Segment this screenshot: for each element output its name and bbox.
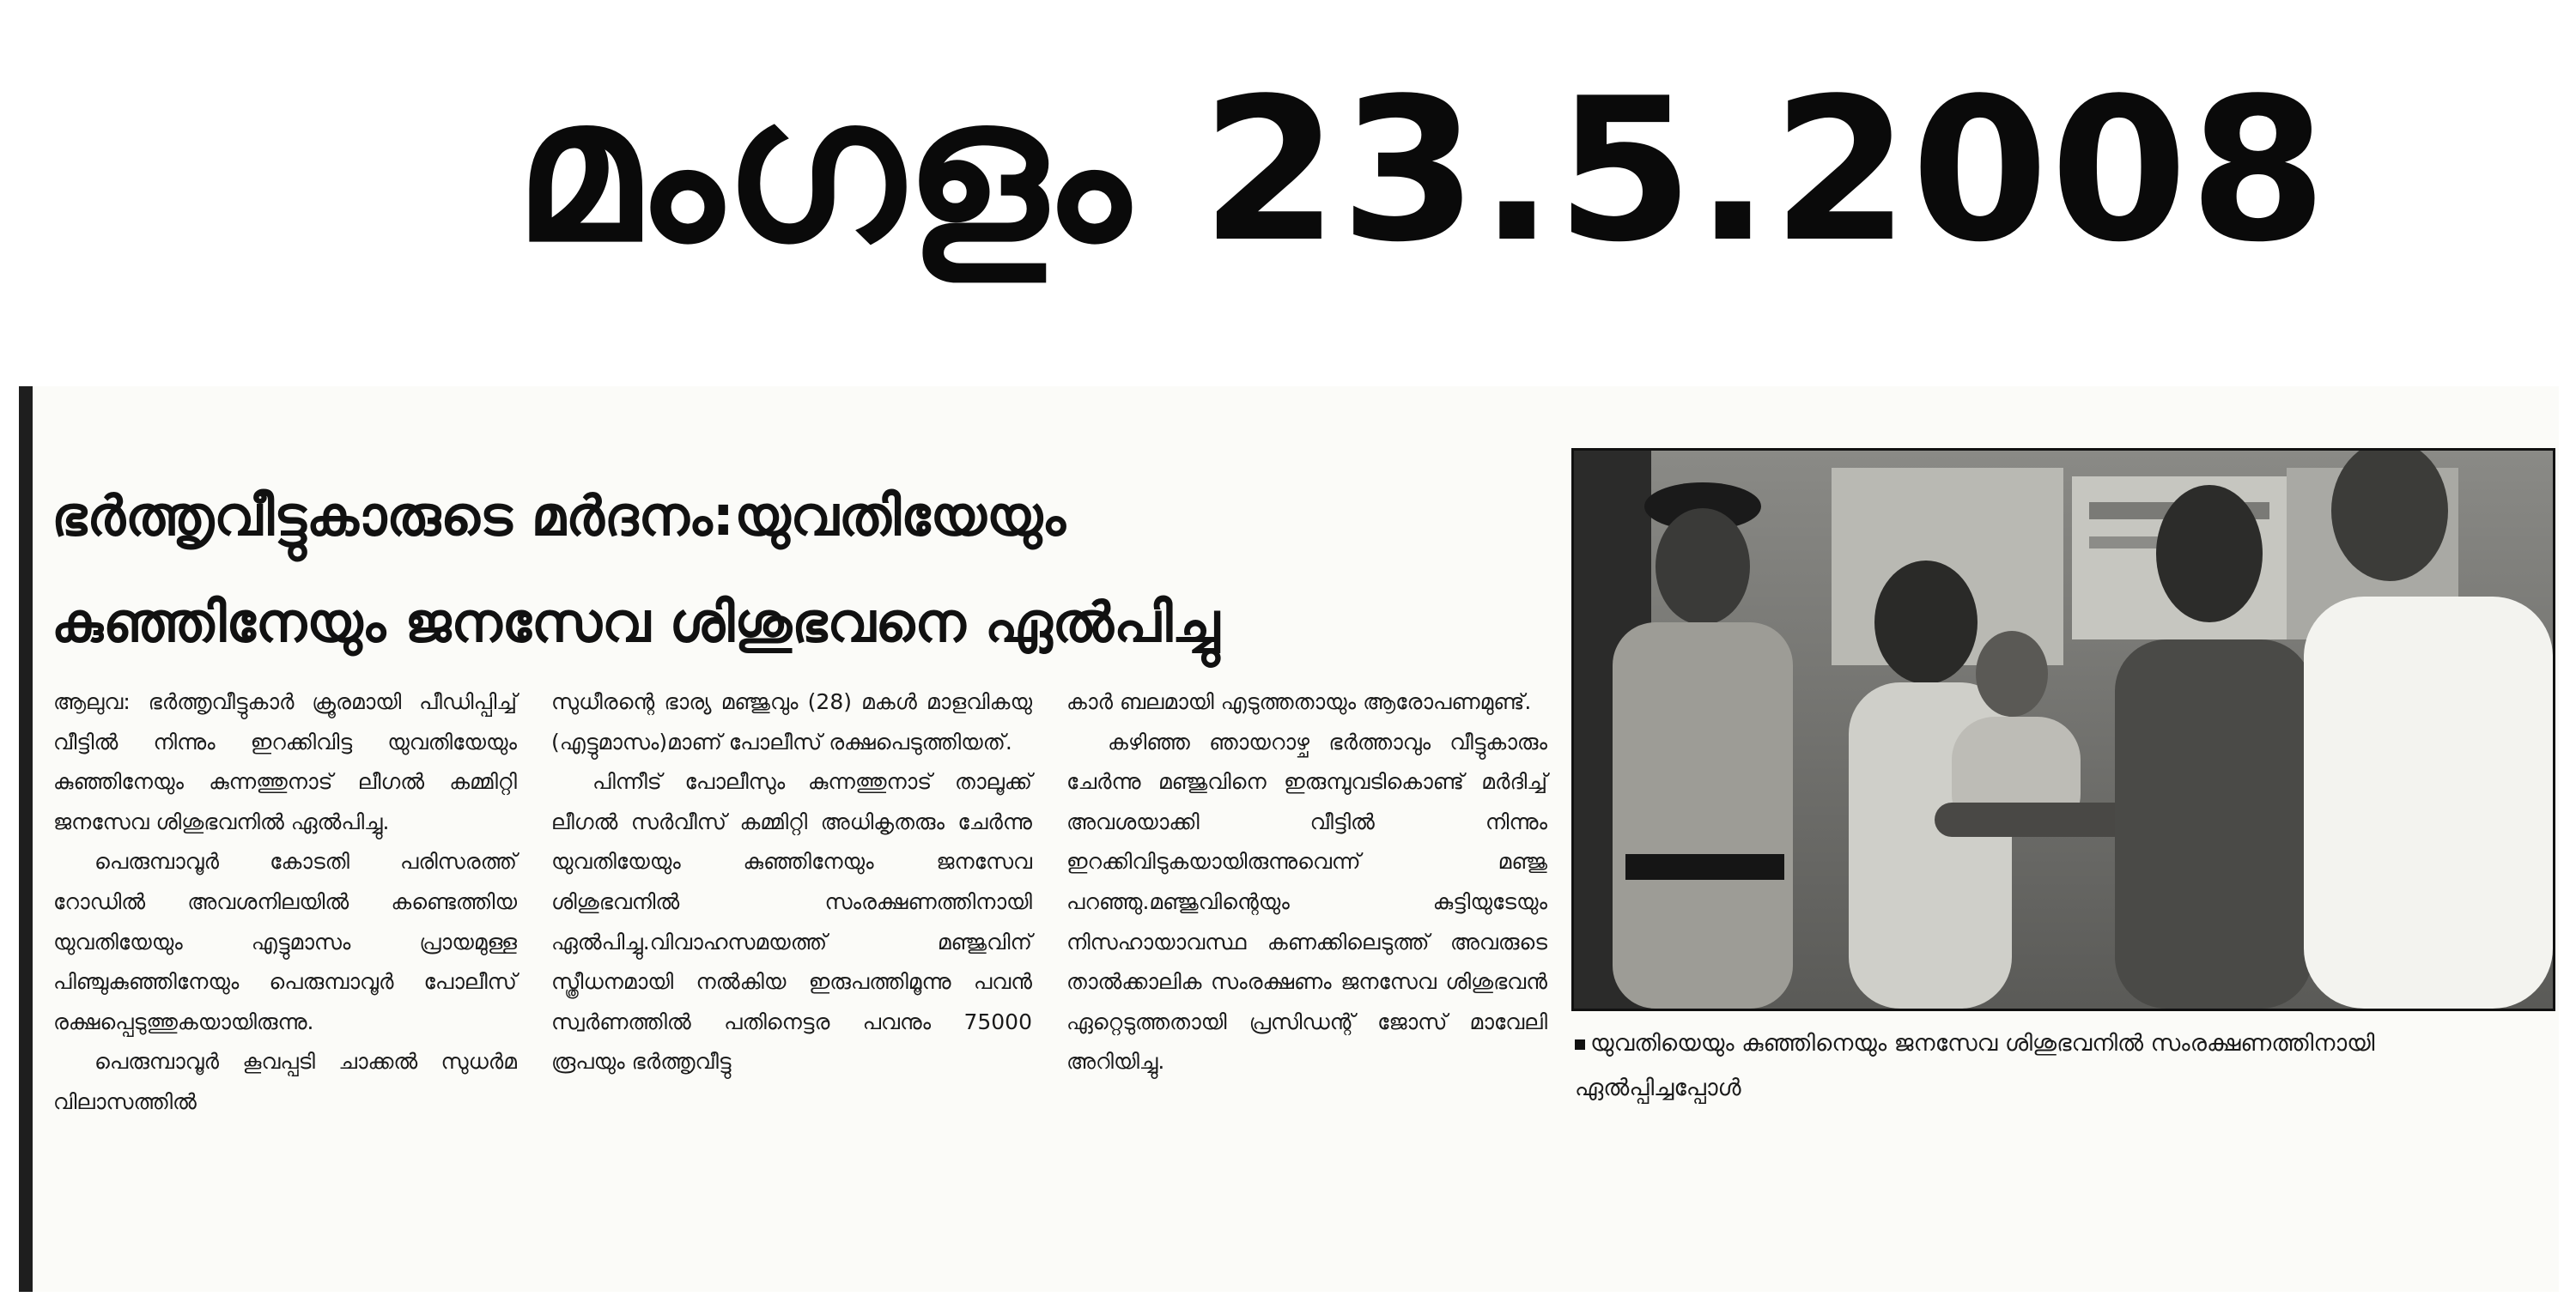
headline-line-2: കുഞ്ഞിനേയും ജനസേവ ശിശുഭവനെ ഏൽപിച്ചു bbox=[52, 591, 1220, 655]
headline-line-1: ഭർത്തൃവീട്ടുകാരുടെ മർദനം:യുവതിയേയും bbox=[52, 485, 1066, 548]
article-column-3 bbox=[1066, 682, 1547, 1082]
photo-caption bbox=[1575, 1021, 2545, 1111]
paragraph: പിന്നീട് പോലീസും കുന്നത്തുനാട് താലൂക്ക് ലീഗൽ സർവീസ് കമ്മിറ്റി അധികൃതരും ചേർന്നു യുവതിയേയും കുഞ്ഞിനേയും ജനസേവ ശിശുഭവനിൽ സംരക്ഷണത്തിനായി ഏൽപിച്ചു.വിവാഹസമയത്ത് മഞ്ജുവിന് സ്ത്രീധനമായി നൽകിയ ഇരുപത്തിമൂന്നു പവൻ സ്വർണത്തിൽ പതിനെട്ടര പവനും 75000 രൂപയും ഭർത്തൃവീട്ടു bbox=[551, 769, 1032, 1075]
paragraph: കഴിഞ്ഞ ഞായറാഴ്ച ഭർത്താവും വീട്ടുകാരും ചേർന്നു മഞ്ജുവിനെ ഇരുമ്പുവടികൊണ്ട് മർദിച്ച് അവശയാക്കി വീട്ടിൽ നിന്നും ഇറക്കിവിടുകയായിരുന്നുവെന്ന് മഞ്ജു പറഞ്ഞു.മഞ്ജുവിന്റെയും കുട്ടിയുടേയും നിസഹായാവസ്ഥ കണക്കിലെടുത്ത് അവരുടെ താൽക്കാലിക സംരക്ഷണം ജനസേവ ശിശുഭവൻ ഏറ്റെടുത്തതായി പ്രസിഡന്റ് ജോസ് മാവേലി അറിയിച്ചു. bbox=[1066, 729, 1547, 1075]
paragraph: സുധീരന്റെ ഭാര്യ മഞ്ജുവും (28) മകൾ മാളവികയു (എട്ടുമാസം)മാണ് പോലീസ് രക്ഷപെടുത്തിയത്. bbox=[551, 689, 1032, 754]
article-headline bbox=[52, 464, 1580, 676]
paragraph: പെരുമ്പാവൂർ കൂവപ്പടി ചാക്കൽ സുധർമ വിലാസത്തിൽ bbox=[53, 1049, 517, 1114]
article-column-2 bbox=[551, 682, 1032, 1082]
photo-illustration bbox=[1574, 451, 2553, 1009]
paragraph: ആലുവ: ഭർത്തൃവീട്ടുകാർ ക്രൂരമായി പീഡിപ്പിച്ച് വീട്ടിൽ നിന്നും ഇറക്കിവിട്ട യുവതിയേയും കുഞ്ഞിനേയും കുന്നത്തുനാട് ലീഗൽ കമ്മിറ്റി ജനസേവ ശിശുഭവനിൽ ഏൽപിച്ചു. bbox=[53, 689, 517, 834]
caption-bullet-icon bbox=[1575, 1039, 1585, 1050]
clipping-edge bbox=[19, 386, 33, 1292]
article-column-1 bbox=[53, 682, 517, 1123]
caption-text: യുവതിയെയും കുഞ്ഞിനെയും ജനസേവ ശിശുഭവനിൽ സംരക്ഷണത്തിനായി ഏൽപ്പിച്ചപ്പോൾ bbox=[1575, 1030, 2375, 1101]
newspaper-clipping bbox=[19, 386, 2559, 1292]
paragraph: കാർ ബലമായി എടുത്തതായും ആരോപണമുണ്ട്. bbox=[1066, 689, 1532, 714]
paragraph: പെരുമ്പാവൂർ കോടതി പരിസരത്ത് റോഡിൽ അവശനിലയിൽ കണ്ടെത്തിയ യുവതിയേയും എട്ടുമാസം പ്രായമുള്ള പിഞ്ചുകുഞ്ഞിനേയും പെരുമ്പാവൂർ പോലീസ് രക്ഷപ്പെടുത്തുകയായിരുന്നു. bbox=[53, 849, 517, 1034]
news-photo bbox=[1571, 448, 2555, 1011]
masthead-date: മംഗളം 23.5.2008 bbox=[515, 57, 2329, 286]
